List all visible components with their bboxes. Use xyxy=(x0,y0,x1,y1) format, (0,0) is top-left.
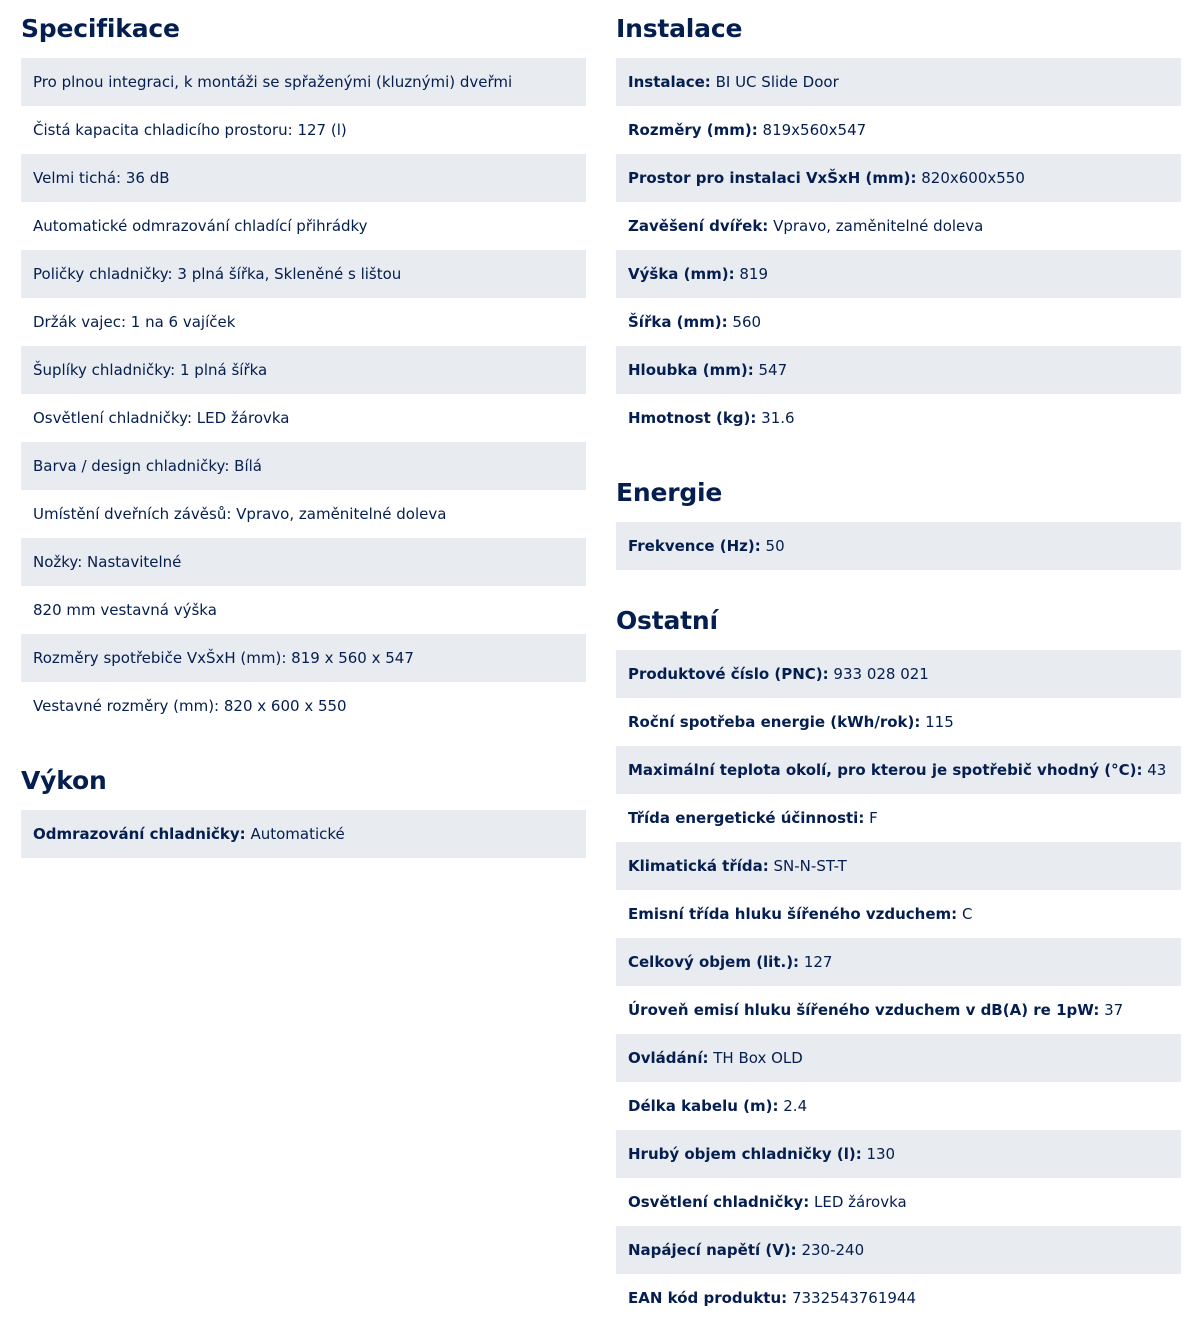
spec-key: Instalace: xyxy=(628,73,711,91)
spec-key: Emisní třída hluku šířeného vzduchem: xyxy=(628,905,958,923)
ostatni-list xyxy=(616,650,1181,1322)
instalace-row xyxy=(616,154,1181,202)
instalace-row xyxy=(616,250,1181,298)
ostatni-row xyxy=(616,1130,1181,1178)
spec-value: 130 xyxy=(866,1145,896,1163)
spec-key: Výška (mm): xyxy=(628,265,735,283)
spec-key: Frekvence (Hz): xyxy=(628,537,761,555)
vykon-list xyxy=(21,810,586,858)
spec-row: 820 mm vestavná výška xyxy=(33,601,217,619)
spec-row: Umístění dveřních závěsů: Vpravo, zaměnitelné doleva xyxy=(33,505,447,523)
spec-row: Šuplíky chladničky: 1 plná šířka xyxy=(21,346,586,394)
spec-value: 819x560x547 xyxy=(762,121,867,139)
spec-row: Vestavné rozměry (mm): 820 x 600 x 550 xyxy=(33,697,347,715)
vykon-row xyxy=(21,810,586,858)
spec-value: F xyxy=(869,809,878,827)
section-instalace xyxy=(616,0,1181,442)
spec-key: Napájecí napětí (V): xyxy=(628,1241,797,1259)
ostatni-row xyxy=(616,842,1181,890)
spec-key: Délka kabelu (m): xyxy=(628,1097,779,1115)
ostatni-row xyxy=(616,1178,1181,1226)
spec-value: 230-240 xyxy=(801,1241,865,1259)
spec-value: 50 xyxy=(765,537,785,555)
spec-key: EAN kód produktu: xyxy=(628,1289,788,1307)
spec-key: Odmrazování chladničky: xyxy=(33,825,246,843)
spec-value: BI UC Slide Door xyxy=(715,73,839,91)
spec-row: Poličky chladničky: 3 plná šířka, Skleněné s lištou xyxy=(21,250,586,298)
ostatni-row xyxy=(616,890,1181,938)
spec-row: Držák vajec: 1 na 6 vajíček xyxy=(33,313,236,331)
spec-row: Osvětlení chladničky: LED žárovka xyxy=(33,409,290,427)
spec-key: Celkový objem (lit.): xyxy=(628,953,800,971)
left-column xyxy=(21,0,586,858)
spec-key: Hmotnost (kg): xyxy=(628,409,757,427)
instalace-list xyxy=(616,58,1181,442)
spec-row: Velmi tichá: 36 dB xyxy=(21,154,586,202)
energie-list xyxy=(616,522,1181,570)
section-vykon xyxy=(21,752,586,858)
section-energie xyxy=(616,464,1181,570)
ostatni-row xyxy=(616,938,1181,986)
spec-value: 7332543761944 xyxy=(791,1289,917,1307)
spec-value: Automatické xyxy=(250,825,345,843)
spec-key: Rozměry (mm): xyxy=(628,121,758,139)
spec-key: Ovládání: xyxy=(628,1049,709,1067)
spec-key: Prostor pro instalaci VxŠxH (mm): xyxy=(628,169,917,187)
spec-key: Produktové číslo (PNC): xyxy=(628,665,829,683)
right-column xyxy=(616,0,1181,1322)
section-specifikace xyxy=(21,0,586,730)
ostatni-row xyxy=(616,650,1181,698)
spec-row: Rozměry spotřebiče VxŠxH (mm): 819 x 560 x 547 xyxy=(21,634,586,682)
spec-value: 127 xyxy=(803,953,833,971)
energie-row xyxy=(616,522,1181,570)
spec-key: Třída energetické účinnosti: xyxy=(628,809,865,827)
spec-key: Osvětlení chladničky: xyxy=(628,1193,810,1211)
spec-key: Úroveň emisí hluku šířeného vzduchem v dB(A) re 1pW: xyxy=(628,1001,1100,1019)
spec-key: Klimatická třída: xyxy=(628,857,769,875)
spec-value: LED žárovka xyxy=(813,1193,907,1211)
ostatni-row xyxy=(616,794,1181,842)
spec-key: Maximální teplota okolí, pro kterou je spotřebič vhodný (°C): xyxy=(628,761,1143,779)
spec-value: 115 xyxy=(925,713,954,731)
spec-key: Zavěšení dvířek: xyxy=(628,217,769,235)
spec-value: 2.4 xyxy=(783,1097,808,1115)
spec-value: TH Box OLD xyxy=(713,1049,803,1067)
spec-value: Vpravo, zaměnitelné doleva xyxy=(773,217,984,235)
spec-row: Nožky: Nastavitelné xyxy=(21,538,586,586)
spec-key: Šířka (mm): xyxy=(628,313,728,331)
instalace-row xyxy=(616,394,1181,442)
ostatni-row xyxy=(616,1034,1181,1082)
spec-value: 547 xyxy=(758,361,788,379)
spec-value: 37 xyxy=(1104,1001,1124,1019)
spec-value: 31.6 xyxy=(761,409,795,427)
ostatni-row xyxy=(616,1082,1181,1130)
spec-value: 560 xyxy=(732,313,762,331)
ostatni-row xyxy=(616,986,1181,1034)
spec-key: Hrubý objem chladničky (l): xyxy=(628,1145,862,1163)
section-title-instalace: Instalace xyxy=(616,14,743,43)
section-title-energie: Energie xyxy=(616,478,723,507)
section-title-ostatni: Ostatní xyxy=(616,606,718,635)
ostatni-row xyxy=(616,698,1181,746)
section-ostatni xyxy=(616,592,1181,1322)
ostatni-row xyxy=(616,746,1181,794)
spec-value: 820x600x550 xyxy=(921,169,1025,187)
spec-row: Pro plnou integraci, k montáži se spřaženými (kluznými) dveřmi xyxy=(21,58,586,106)
section-title-specifikace: Specifikace xyxy=(21,14,180,43)
spec-row: Automatické odmrazování chladící přihrádky xyxy=(33,217,368,235)
spec-row: Čistá kapacita chladicího prostoru: 127 (l) xyxy=(33,121,347,139)
instalace-row xyxy=(616,346,1181,394)
spec-value: C xyxy=(961,905,973,923)
instalace-row xyxy=(616,58,1181,106)
section-title-vykon: Výkon xyxy=(21,766,107,795)
spec-value: 933 028 021 xyxy=(833,665,929,683)
spec-value: SN-N-ST-T xyxy=(773,857,847,875)
instalace-row xyxy=(616,202,1181,250)
instalace-row xyxy=(616,298,1181,346)
spec-list xyxy=(21,58,586,730)
ostatni-row xyxy=(616,1226,1181,1274)
spec-row: Barva / design chladničky: Bílá xyxy=(21,442,586,490)
spec-value: 43 xyxy=(1147,761,1167,779)
instalace-row xyxy=(616,106,1181,154)
spec-value: 819 xyxy=(739,265,769,283)
spec-key: Hloubka (mm): xyxy=(628,361,754,379)
spec-key: Roční spotřeba energie (kWh/rok): xyxy=(628,713,921,731)
ostatni-row xyxy=(616,1274,1181,1322)
